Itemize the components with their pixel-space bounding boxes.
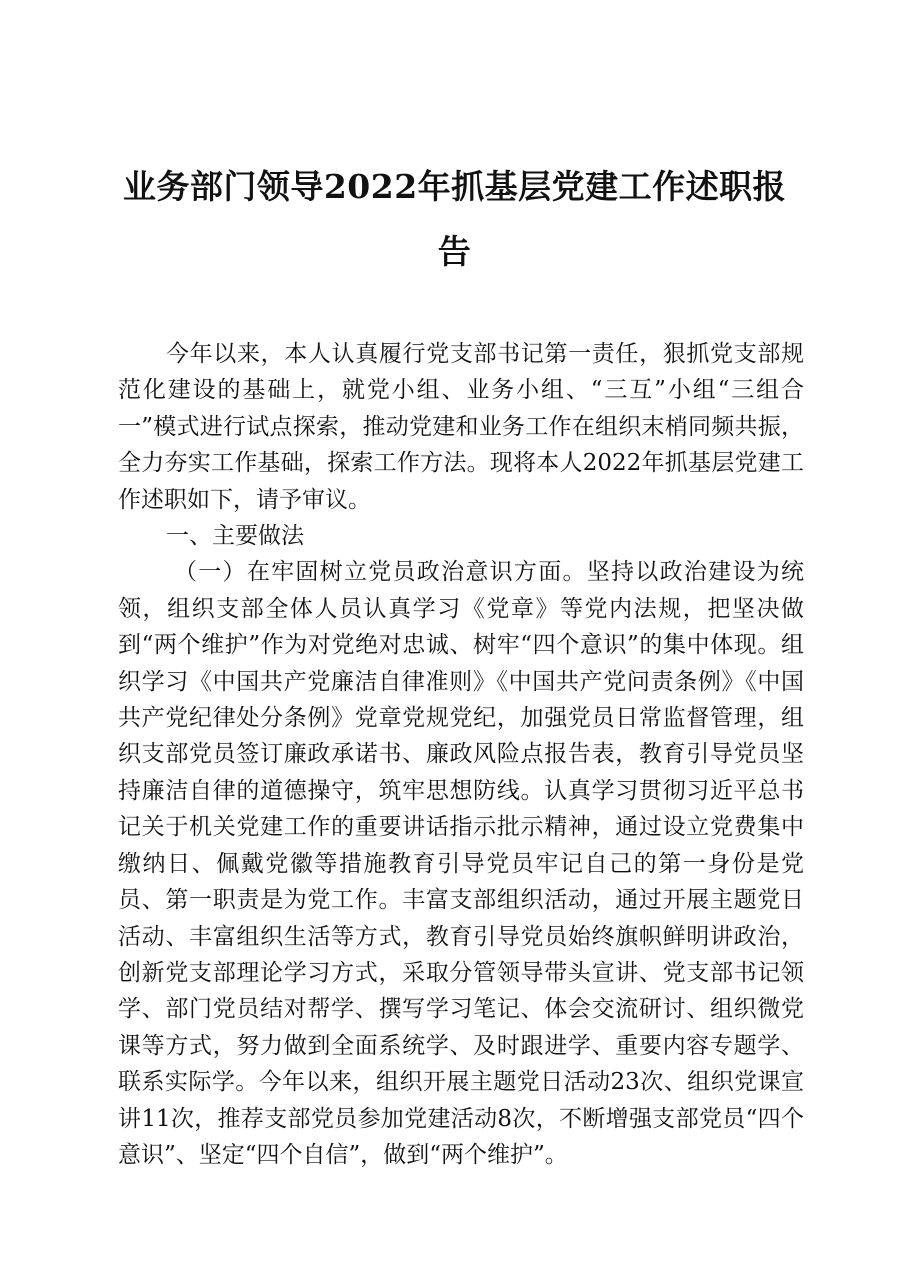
document-title-line-1: 业务部门领导2022年抓基层党建工作述职报 (122, 167, 787, 206)
section-heading: 一、主要做法 (166, 523, 304, 550)
intro-paragraph: 今年以来，本人认真履行党支部书记第一责任，狠抓党支部规范化建设的基础上，就党小组、业务小组、“三互”小组“三组合一”模式进行试点探索，推动党建和业务工作在组织末梢同频共振，全力夯实工作基础，探索工作方法。现将本人2022年抓基层党建工作述职如下，请予审议。 (118, 341, 804, 513)
subsection-paragraph: （一）在牢固树立党员政治意识方面。坚持以政治建设为统领，组织支部全体人员认真学习《党章》等党内法规，把坚决做到“两个维护”作为对党绝对忠诚、树牢“四个意识”的集中体现。组织学习《中国共产党廉洁自律准则》《中国共产党问责条例》《中国共产党纪律处分条例》党章党规党纪，加强党员日常监督管理，组织支部党员签订廉政承诺书、廉政风险点报告表，教育引导党员坚持廉洁自律的道德操守，筑牢思想防线。认真学习贯彻习近平总书记关于机关党建工作的重要讲话指示批示精神，通过设立党费集中缴纳日、佩戴党徽等措施教育引导党员牢记自己的第一身份是党员、第一职责是为党工作。丰富支部组织活动，通过开展主题党日活动、丰富组织生活等方式，教育引导党员始终旗帜鲜明讲政治，创新党支部理论学习方式，采取分管领导带头宣讲、党支部书记领学、部门党员结对帮学、撰写学习笔记、体会交流研讨、组织微党课等方式，努力做到全面系统学、及时跟进学、重要内容专题学、联系实际学。今年以来，组织开展主题党日活动23次、组织党课宣讲11次，推荐支部党员参加党建活动8次，不断增强支部党员“四个意识”、坚定“四个自信”，做到“两个维护”。 (118, 559, 804, 1168)
document-body (118, 336, 804, 1173)
document-title-line-2: 告 (437, 232, 472, 271)
